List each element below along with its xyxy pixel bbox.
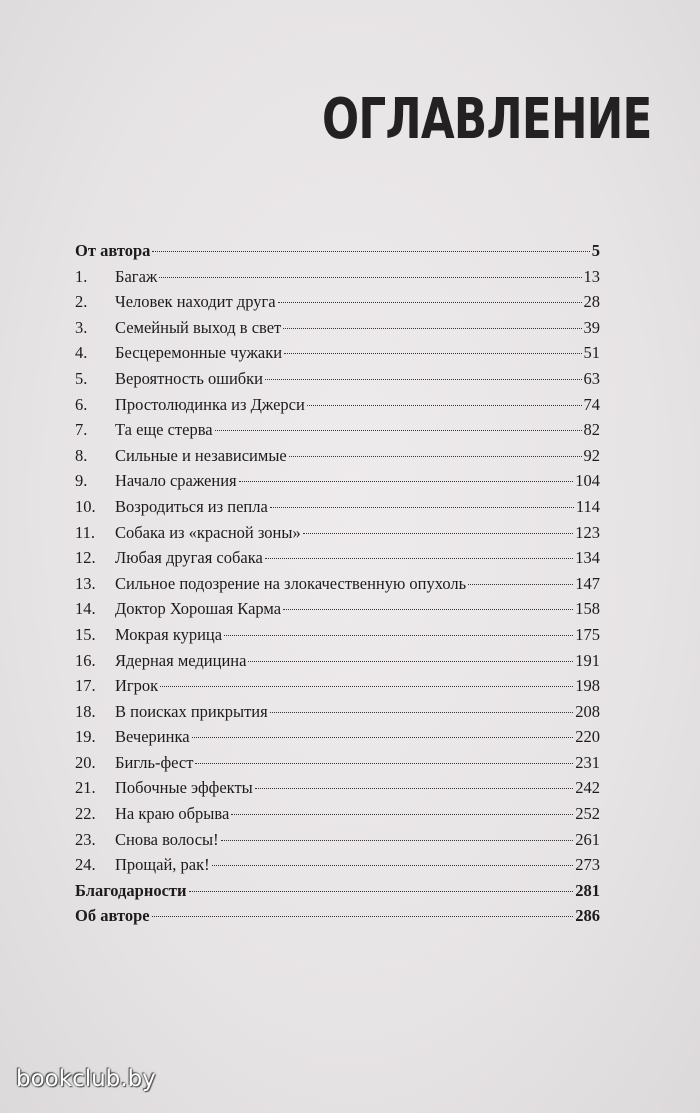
toc-entry-title: Та еще стерва: [115, 420, 213, 440]
toc-entry-number: 3.: [75, 317, 88, 337]
toc-dot-leader: [189, 891, 574, 892]
toc-entry-number: 23.: [75, 829, 96, 849]
toc-entry-title: Вероятность ошибки: [115, 368, 264, 388]
toc-entry-page: 114: [575, 496, 600, 516]
toc-entry-number: 2.: [75, 292, 88, 312]
toc-entry-page: 242: [575, 778, 600, 798]
toc-entry-title: Побочные эффекты: [115, 778, 253, 798]
toc-entry-number: 14.: [75, 599, 96, 619]
toc-entry: [75, 827, 600, 853]
toc-entry-title: Багаж: [115, 266, 158, 286]
toc-entry-page: 273: [575, 855, 600, 875]
toc-entry-number: 16.: [75, 650, 96, 670]
toc-entry-title: Сильные и независимые: [115, 445, 287, 465]
toc-entry-title: Снова волосы!: [115, 829, 219, 849]
toc-entry: [75, 878, 600, 904]
toc-entry-number: 18.: [75, 701, 96, 721]
toc-dot-leader: [283, 328, 581, 329]
toc-entry-title: На краю обрыва: [115, 804, 230, 824]
toc-entry-title: Начало сражения: [115, 471, 237, 491]
toc-entry-page: 104: [575, 471, 600, 491]
toc-entry: [75, 699, 600, 725]
toc-entry-page: 63: [583, 368, 600, 388]
toc-entry-page: 261: [575, 829, 600, 849]
toc-entry-title: Возродиться из пепла: [115, 496, 268, 516]
toc-dot-leader: [152, 916, 574, 917]
table-of-contents: [75, 238, 600, 929]
toc-dot-leader: [239, 481, 574, 482]
toc-dot-leader: [303, 533, 574, 534]
toc-entry: [75, 724, 600, 750]
toc-dot-leader: [278, 302, 582, 303]
toc-entry-number: 9.: [75, 471, 88, 491]
toc-entry-page: 191: [575, 650, 600, 670]
toc-entry-page: 82: [583, 420, 600, 440]
toc-entry-title: В поисках прикрытия: [115, 701, 268, 721]
toc-entry-page: 281: [575, 880, 600, 900]
toc-entry-page: 39: [583, 317, 600, 337]
toc-dot-leader: [224, 635, 573, 636]
toc-entry: [75, 596, 600, 622]
toc-entry-title: Бесцеремонные чужаки: [115, 343, 283, 363]
toc-entry: [75, 520, 600, 546]
toc-dot-leader: [160, 686, 573, 687]
toc-entry-title: Об авторе: [75, 906, 150, 926]
toc-entry-page: 74: [583, 394, 600, 414]
toc-entry-page: 208: [575, 701, 600, 721]
toc-entry: [75, 417, 600, 443]
toc-entry-title: Семейный выход в свет: [115, 317, 282, 337]
toc-entry-page: 220: [575, 727, 600, 747]
toc-entry-page: 147: [575, 573, 600, 593]
toc-dot-leader: [255, 788, 574, 789]
toc-entry-title: Бигль-фест: [115, 752, 194, 772]
toc-entry-number: 15.: [75, 624, 96, 644]
toc-entry-number: 12.: [75, 548, 96, 568]
toc-entry-title: Игрок: [115, 676, 159, 696]
toc-entry-page: 92: [583, 445, 600, 465]
toc-entry-number: 5.: [75, 368, 88, 388]
toc-dot-leader: [307, 405, 582, 406]
toc-entry-page: 286: [575, 906, 600, 926]
toc-entry-number: 22.: [75, 804, 96, 824]
toc-entry-page: 123: [575, 522, 600, 542]
toc-entry: [75, 648, 600, 674]
toc-entry-page: 13: [583, 266, 600, 286]
toc-dot-leader: [283, 609, 573, 610]
toc-entry-number: 1.: [75, 266, 88, 286]
toc-entry-number: 7.: [75, 420, 88, 440]
toc-entry-title: Любая другая собака: [115, 548, 263, 568]
toc-entry-number: 10.: [75, 496, 96, 516]
toc-entry: [75, 673, 600, 699]
toc-dot-leader: [192, 737, 574, 738]
toc-entry-number: 21.: [75, 778, 96, 798]
toc-entry: [75, 750, 600, 776]
toc-dot-leader: [159, 277, 581, 278]
toc-entry: [75, 289, 600, 315]
toc-entry-page: 198: [575, 676, 600, 696]
toc-entry: [75, 903, 600, 929]
toc-dot-leader: [221, 840, 574, 841]
toc-entry-number: 24.: [75, 855, 96, 875]
toc-entry-title: От автора: [75, 241, 151, 260]
toc-entry-title: Человек находит друга: [115, 292, 276, 312]
toc-entry-number: 13.: [75, 573, 96, 593]
toc-entry: [75, 366, 600, 392]
toc-dot-leader: [270, 507, 574, 508]
toc-entry-page: 134: [575, 548, 600, 568]
toc-entry-number: 20.: [75, 752, 96, 772]
toc-dot-leader: [231, 814, 573, 815]
toc-entry: [75, 622, 600, 648]
toc-entry-title: Прощай, рак!: [115, 855, 210, 875]
toc-dot-leader: [215, 430, 582, 431]
toc-entry-number: 4.: [75, 343, 88, 363]
toc-entry: [75, 545, 600, 571]
toc-entry: [75, 775, 600, 801]
toc-entry-title: Ядерная медицина: [115, 650, 247, 670]
toc-entry-number: 6.: [75, 394, 88, 414]
toc-entry: [75, 340, 600, 366]
toc-entry-title: Мокрая курица: [115, 624, 223, 644]
toc-entry: [75, 443, 600, 469]
toc-dot-leader: [152, 251, 589, 252]
toc-dot-leader: [248, 661, 573, 662]
watermark: bookclub.by: [16, 1066, 156, 1092]
toc-entry-number: 8.: [75, 445, 88, 465]
toc-entry: [75, 852, 600, 878]
toc-dot-leader: [284, 353, 581, 354]
toc-entry-page: 175: [575, 624, 600, 644]
toc-dot-leader: [195, 763, 573, 764]
toc-entry-title: Доктор Хорошая Карма: [115, 599, 282, 619]
toc-entry-title: Простолюдинка из Джерси: [115, 394, 305, 414]
toc-entry: [75, 392, 600, 418]
toc-entry-number: 19.: [75, 727, 96, 747]
toc-dot-leader: [265, 558, 573, 559]
toc-dot-leader: [289, 456, 582, 457]
toc-entry-page: 28: [583, 292, 600, 312]
toc-entry-title: Благодарности: [75, 880, 187, 900]
toc-entry: [75, 238, 600, 264]
toc-dot-leader: [265, 379, 581, 380]
toc-entry-page: 252: [575, 804, 600, 824]
toc-entry-number: 17.: [75, 676, 96, 696]
toc-entry: [75, 264, 600, 290]
toc-dot-leader: [468, 584, 573, 585]
toc-entry: [75, 494, 600, 520]
toc-entry-number: 11.: [75, 522, 96, 542]
toc-entry: [75, 468, 600, 494]
toc-entry-page: 158: [575, 599, 600, 619]
toc-entry-page: 5: [591, 241, 600, 260]
toc-dot-leader: [270, 712, 574, 713]
toc-entry: [75, 571, 600, 597]
toc-dot-leader: [212, 865, 574, 866]
toc-entry-page: 231: [575, 752, 600, 772]
toc-entry-title: Собака из «красной зоны»: [115, 522, 301, 542]
toc-entry-page: 51: [583, 343, 600, 363]
toc-entry: [75, 315, 600, 341]
toc-entry-title: Вечеринка: [115, 727, 190, 747]
toc-entry-title: Сильное подозрение на злокачественную опухоль: [115, 573, 467, 593]
toc-entry: [75, 801, 600, 827]
page-title: ОГЛАВЛЕНИЕ: [322, 87, 652, 152]
